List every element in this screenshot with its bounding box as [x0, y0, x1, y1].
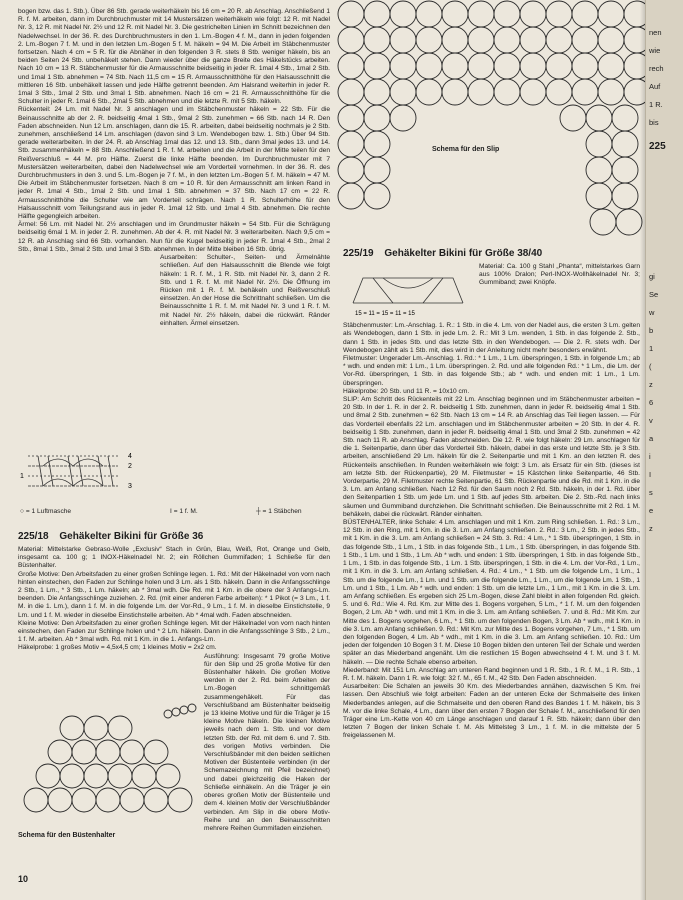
adjacent-page-text: (	[649, 362, 652, 371]
motif-circle	[598, 27, 624, 53]
paragraph: SLIP: Am Schritt des Rückenteils mit 22 Lm. Anschlag beginnen und im Stäbchenmuster arbeiten = 20 Stb. In der 1. R. in der 2. R. beidseitig 1 Stb. zunehmen, dann in jeder R. beidseitig 4mal 1 Stb. und 8mal 2 Stb. zunehmen = 62 Stb. Nach 13 cm = 14 R. ab Anschlag das Teil liegen lassen. — Für das Vorderteil ebenfalls 22 Lm. anschlagen und im Stäbchenmuster arbeiten = 20 Stb. In der 4. R. beidseitig 1 Stb. zunehmen, dann in jeder R. beidseitig 4mal 1 Stb. und 3mal 2 Stb. zunehmen = 42 Stb. nach 11 R. ab Anschlag. Faden abschneiden. Die 12. R. wie folgt häkeln: 29 Lm. anschlagen für die 1. Seitenpartie, dann über das Vorderteil Stb. häkeln, dabei in das erste und letzte Stb. je 3 Stb. arbeiten, anschließend 29 Lm. häkeln für die 2. Seitenpartie und mit 1 Km. an den letzten R. des Rückenteils anschließen. In Runden weiterhäkeln wie folgt: 3 Lm. als Ersatz für ein Stb. (dieses ist am letzte Stb. der Rückenpartie), 29 M. Filetmuster = 15 Kästchen linke Seitenpartie, 46 Stb. Vorderpartie, 29 M. Filetmuster rechte Seitenpartie, 61 Stb. Rückenpartie und die Rd. mit 1 Km. in die 3. Lm. am Anfang schließen. Nach 12 Rd. für den Saum noch 2 Rd. Stb. häkeln, in der 1. Rd. über den Seitenpartien 1 Stb. um jede Lm. und 1 Stb. auf jedes Stb. arbeiten. Die 2. Stb.-Rd. nach links säumen und Gummiband durchziehen. Die Schrittnaht schließen. Die Beinausschnitte mit 2 Rd. 1 M. behäkeln, dabei die rückwärt. Ränder einhalten.	[343, 396, 640, 518]
motif-circle	[494, 53, 520, 79]
motif-circle	[416, 1, 442, 27]
paragraph: Material: Mittelstarke Gebraso-Wolle „Exclusiv“ Stach in Grün, Blau, Weiß, Rot, Orange und Gelb, insgesamt ca. 100 g; 1 INOX-Häkelnadel Nr. 2; ein Röllchen Gummifaden; 1 Schließe für den Büstenhalter.	[18, 546, 330, 570]
motif-circle	[572, 53, 598, 79]
motif-circle	[338, 157, 364, 183]
motif-circle	[364, 131, 390, 157]
motif-circle	[416, 79, 442, 105]
legend-single: I = 1 f. M.	[170, 508, 198, 515]
motif-circle	[338, 1, 364, 27]
slip-schema-diagram	[330, 0, 645, 236]
motif-circle	[364, 27, 390, 53]
motif-circle	[416, 53, 442, 79]
motif-circle	[390, 1, 416, 27]
motif-circle	[144, 740, 168, 764]
motif-circle	[390, 79, 416, 105]
motif-circle	[84, 764, 108, 788]
single-crochet-icon: I	[170, 508, 172, 515]
article-title: Gehäkelter Bikini für Größe 38/40	[384, 248, 543, 259]
adjacent-page-text: Auf	[649, 82, 661, 91]
motif-circle	[364, 53, 390, 79]
motif-circle	[468, 53, 494, 79]
motif-circle	[586, 131, 612, 157]
chart-label: 4	[128, 453, 132, 460]
motif-circle	[520, 53, 546, 79]
motif-circle	[590, 209, 616, 235]
chart-label: 1	[20, 473, 24, 480]
paragraph: Miederband: Mit 151 Lm. Anschlag am unteren Rand beginnen und 1 R. Stb., 1 R. f. M., 1 R. Stb., 1 R. f. M. häkeln. Dann 1 R. wie folgt: 32 f. M., 65 f. M., 42 Stb. Den Faden abschneiden.	[343, 666, 640, 682]
motif-circle	[364, 183, 390, 209]
chart-label: 2	[128, 463, 132, 470]
motif-circle	[520, 27, 546, 53]
motif-circle	[108, 764, 132, 788]
motif-circle	[612, 105, 638, 131]
motif-circle	[96, 788, 120, 812]
paragraph: BÜSTENHALTER, linke Schale: 4 Lm. anschlagen und mit 1 Km. zum Ring schließen. 1. Rd.: 3 Lm., 12 Stb. in den Ring, mit 1 Km. in die 3. Lm. am Anfang schließen. 2. Rd.: 3 Lm., 2 Stb. in jedes Stb., mit 1 Km. in die 3. Lm. am Anfang schließen = 24 Stb. 3. Rd.: 4 Lm., * 1 Stb. überspringen, 1 Stb. in das folgende Stb., 1 Lm., 1 Stb. in das folgende Stb., 1 Lm., 1 Stb. überspringen, in das folgende Stb. 1 Stb., 1 Lm. und 1 Stb., 1 Lm. Ab * wdh. und enden: 1 Stb. überspringen, 1 Stb. in das folgende Stb., 1 Lm., 1 Stb. in das folgende Stb., 1 Lm. 1 Stb. überspringen, 1 Stb. in die 4. Lm. der Vor-Rd., 1 Lm., mit 1 Km. in die 3. Lm. am Anfang schließen. 4. Rd.: 4 Lm., * 1 Stb. um die folgende Lm., 1 Lm., 1 Stb. um die folgende Lm., 1 Lm. und 1 Stb. um die folgende Lm., 1 Lm., um die folgende Lm. 1 Stb., 1 Lm. und 1 Stb., 1 Lm. Ab * wdh. und enden: 1 Stb. um die letzte Lm., 1 Lm., mit 1 Km. in die 3. Lm. am Anfang schließen. Es ergeben sich 25 Lm.-Bogen, diese Zahl bleibt in allen folgenden Rd. gleich. 5. und 6. Rd.: Wie 4. Rd. Km. zur Mitte des 1. Bogens vorgehen, 5 Lm., * 1 f. M. um den folgenden Bogen, 2 Lm. Ab * wdh. und mit 1 Km. in die 3. Lm. am Anfang schließen. 7. und 8. Rd.: Mit Km. zur Mitte des 1. Bogens vorgehen, 6 Lm., * 1 Stb. um den folgenden Bogen, 3 Lm. Ab * wdh., mit 1 Km. in die 3. Lm. am Anfang schließen. 9. Rd.: Mit Km. zur Mitte des 1. Bogens vorgehen, 7 Lm., * 1 Stb. um den folgenden Bogen, 4 Lm. Ab * wdh., mit 1 Km. in die 3. Lm. am Anfang schließen. 10. Rd.: Um jeden der folgenden 10 Bogen 3 f. M. Diese 10 Bogen bilden den unteren Teil der Schale und werden später an das Miederband angenäht. Um die restlichen 15 Bogen abwechselnd 4 f. M. und 3 f. M. häkeln. — Die rechte Schale ebenso arbeiten.	[343, 519, 640, 666]
paragraph: Große Motive: Den Arbeitsfaden zu einer großen Schlinge legen. 1. Rd.: Mit der Häkelnadel von vorn nach hinten einstechen, den Faden zur Schlinge holen und 3 Lm. als 1 Stb. häkeln. Dann in die Anfangsschlinge 2 Stb., 1 Lm., * 3 Stb., 1 Lm. häkeln; ab * 3mal wdh. Die Rd. mit 1 Km. in die obere der 3 Anfangs-Lm. beenden. Die Anfangsschlinge zuziehen. 2. Rd. (mit einer anderen Farbe arbeiten): * 1 Pikot (= 3 Lm., 1 f. M. in die 1. Lm.), dann 1 f. M. in die folgende Lm. der Vor-Rd., 9 Lm., 1 f. M. in dieselbe Einstichstelle, 9 Lm. und 1 f. M. wieder in dieselbe Einstichstelle arbeiten. Ab * 4mal wdh. Faden abschneiden.	[18, 570, 330, 619]
motif-circle	[338, 183, 364, 209]
adjacent-page-text: nen	[649, 28, 662, 37]
motif-circle	[560, 105, 586, 131]
motif-circle	[586, 157, 612, 183]
article-number: 225/19	[343, 248, 374, 259]
adjacent-page-text: bis	[649, 118, 659, 127]
adjacent-page-text: gi	[649, 272, 655, 281]
motif-circle	[442, 53, 468, 79]
motif-circle	[468, 27, 494, 53]
motif-circle	[144, 788, 168, 812]
adjacent-page-text: v	[649, 416, 653, 425]
double-crochet-icon: ┼	[256, 508, 261, 515]
adjacent-page-text: rech	[649, 64, 664, 73]
adjacent-page-text: b	[649, 326, 654, 335]
motif-circle	[120, 788, 144, 812]
paragraph: Ausführung: Insgesamt 79 große Motive für den Slip und 25 große Motive für den Büstenhalter häkeln. Die großen Motive werden in der 2. Rd. beim Arbeiten der Lm.-Bogen schnittgemäß zusammengehäkelt. Für das Verschlußband am Büstenhalter beidseitig je 13 kleine Motive und für die Träger je 15 kleine Motive häkeln. Die kleinen Motive jeweils nach dem 1. Stb. und vor dem letzten Stb. der Rd. mit dem 6. und 7. Stb. des vorigen Motivs verbinden. Die Verschlußbänder mit den beiden seitlichen Motiven der Büstenteile verbinden (in der Schemazeichnung mit Pfeil bezeichnet) und dabei gleichzeitig die Haken der Schließe einhäkeln. An die Träger je ein oberes großen Motiv der Büstenteile und dem 4. kleinen Motiv der Verschlußbänder verbinden. Am Slip in die obere Motiv-Reihe und an den Beinausschnitten mehrere Reihen Gummifaden einziehen.	[204, 652, 330, 832]
motif-circle	[612, 157, 638, 183]
article-heading	[343, 247, 640, 260]
motif-circle	[338, 27, 364, 53]
motif-circle	[442, 1, 468, 27]
paragraph: Rückenteil: 24 Lm. mit Nadel Nr. 3 anschlagen und im Stäbchenmuster häkeln = 22 Stb. Für die Beinausschnitte ab der 2. R. beidseitig 4mal 1 Stb., 9mal 2 Stb. zunehmen = 66 Stb. nach 14 R. Den Faden abschneiden. Nun 12 Lm. anschlagen, dann die 15. R. arbeiten, dabei beidseitig nochmals je 2 Stb. zunehmen, anschließend 14 Lm. anschlagen (davon sind 3 Lm. Wendebogen bzw. 1. Stb.) Über 94 Stb. gerade weiterarbeiten. In der 24. R. ab Anschlag 1mal das 12. und 13. Stb., dann 3mal jedes 13. und 14. Stb. zusammenhäkeln = 88 Stb. Anschließend 1 R. f. M. arbeiten und die Arbeit in der Mitte teilen für den Reißverschluß = 44 M. pro Hälfte. Zuerst die linke Hälfte beenden. Im Durchbruchmuster mit 7 Mustersätzen weiterarbeiten, dabei den Nadelwechsel wie am Vorderteil vornehmen. In der 36. R. des Durchbruchmusters in den 3. und 5. Lm.-Bogen je 7 f. M., in den letzten Lm.-Bogen 5 f. M. häkeln = 47 M. Die Arbeit im Stäbchenmuster fortsetzen. Nach 8 cm = 10 R. für den Armausschnitt am linken Rand in jeder R. 1mal 4 Stb., 1mal 2 Stb. und 1mal 1 Stb. abnehmen = 37 Stb. Nach 17 cm = 22 R. Armausschnitthöhe die Schulter wie am Vorderteil schrägen. Nach 1 R. Schulterhöhe für den Halsausschnitt vom Teilungsrand aus in jeder R. 1mal 12 Stb. und 1mal 4 Stb. abnehmen. Die rechte Hälfte gegengleich arbeiten.	[18, 106, 330, 221]
motif-circle	[72, 740, 96, 764]
adjacent-page-text: 6	[649, 398, 654, 407]
motif-circle	[586, 105, 612, 131]
motif-circle	[338, 53, 364, 79]
article-number: 225/18	[18, 531, 49, 542]
slip-schema-caption: Schema für den Slip	[432, 146, 500, 153]
paragraph: Ausarbeiten: Die Schalen an jeweils 30 Km. des Miederbandes annähen, dazwischen 5 Km. frei lassen. Den Abschluß wie folgt arbeiten: Faden an der unteren Ecke der Schmalseite des linken Miederbandes anlegen, auf die Schmalseite und den oberen Rand des Bandes 1 f. M. häkeln, bis 3 M. vor die linke Schale, 4 Lm., dann über den ersten 7 Bogen der Schale f. M., anschließend für den Träger eine Lm.-Kette von 40 cm Länge anschlagen und darauf 1 R. Stb. häkeln; dann über den letzten 7 Bogen der linken Schale f. M. Als Mittelsteg 3 Lm., 1 f. M. in die mittelste der 5 freigelassenen M.	[343, 683, 640, 740]
motif-circle	[164, 710, 172, 718]
motif-circle	[168, 788, 192, 812]
adjacent-page-text: w	[649, 308, 655, 317]
motif-circle	[520, 1, 546, 27]
motif-circle	[494, 27, 520, 53]
motif-circle	[598, 53, 624, 79]
motif-circle	[572, 79, 598, 105]
diagram-measure-label: 15 = 11 = 15 = 11 = 15	[355, 311, 415, 317]
motif-circle	[416, 27, 442, 53]
motif-circle	[72, 788, 96, 812]
adjacent-page-text: i	[649, 452, 651, 461]
adjacent-page-text: 1 R.	[649, 100, 663, 109]
adjacent-page-edge	[645, 0, 683, 900]
motif-circle	[364, 1, 390, 27]
instructions-continued	[18, 8, 330, 328]
bra-schema-caption: Schema für den Büstenhalter	[18, 832, 116, 839]
paragraph: Stäbchenmuster: Lm.-Anschlag. 1. R.: 1 Stb. in die 4. Lm. von der Nadel aus, die ersten 3 Lm. gelten als Wendebogen, dann 1 Stb. in jede Lm. 2. R.: Mit 3 Lm. wenden, 1 Stb. in das folgende 2. Stb., dann 1 Stb. in jedes Stb. und das letzte Stb. in den Wendebogen. — Die 2. R. stets wdh. Der Wendebogen zählt als 1 Stb. mit, dies wird in der Anleitung nicht mehr besonders erwähnt.	[343, 322, 640, 354]
paragraph: bogen bzw. das 1. Stb.). Über 86 Stb. gerade weiterhäkeln bis 16 cm = 20 R. ab Anschlag. Anschließend 1 R. f. M. arbeiten, dann im Durchbruchmuster mit 14 Mustersätzen weiterhäkeln wie folgt: 12 R. mit Nadel Nr. 3, 12 R. mit Nadel Nr. 2½ und 12 R. mit Nadel Nr. 3. Die gestrichelten Linien im Schnitt bezeichnen den Nadelwechsel. In der 36. R. des Durchbruchmusters in den 1. Lm.-Bogen 4 f. M., dann in jeden folgenden 2. Lm.-Bogen 7 f. M. und in den letzten Lm.-Bogen 5 f. M. häkeln = 94 M. Die Arbeit im Stäbchenmuster fortsetzen. Nach 4 cm = 5 R. für die Abnäher in den folgenden 3 R. stets 8 Stb. weniger häkeln, bis an beiden Seiten 24 Stb. unbehäkelt stehen. Dann wieder über die ganze Breite des Häkelstücks arbeiten. Nach 10 cm = 13 R. Stäbchenmuster für die Armausschnitte beidseitig in jeder R. 1mal 4 Stb., 1mal 2 Stb. und 1mal 1 Stb. abnehmen = 74 Stb. Nach 11,5 cm = 15 R. Armausschnitthöhe für den Halsausschnitt die mittleren 16 Stb. unbehäkelt lassen und jede Hälfte getrennt beenden. Am Halsrand weiterhin in jeder R. 1mal 3 Stb., 1mal 2 Stb. und 3mal 1 Stb. abnehmen. Nach 16 cm = 21 R. Armausschnitthöhe für die Schulter in jeder R. 1mal 6 Stb., 2mal 5 Stb. abnehmen und die letzte R. mit 5 Stb. häkeln.	[18, 8, 330, 106]
adjacent-page-text: a	[649, 434, 654, 443]
motif-circle	[60, 716, 84, 740]
motif-circle	[442, 27, 468, 53]
motif-circle	[24, 788, 48, 812]
motif-circle	[364, 105, 390, 131]
motif-circle	[96, 740, 120, 764]
paragraph: Häkelprobe: 1 großes Motiv = 4,5x4,5 cm; 1 kleines Motiv = 2x2 cm.	[18, 644, 217, 652]
article-title: Gehäkelter Bikini für Größe 36	[59, 531, 204, 542]
motif-circle	[468, 79, 494, 105]
motif-circle	[48, 788, 72, 812]
adjacent-page-text: z	[649, 524, 653, 533]
adjacent-page-text: e	[649, 506, 654, 515]
motif-circle	[572, 1, 598, 27]
page-number: 10	[18, 874, 29, 884]
motif-circle	[546, 27, 572, 53]
adjacent-page-text: wie	[649, 46, 661, 55]
motif-circle	[338, 131, 364, 157]
motif-circle	[598, 79, 624, 105]
motif-circle	[48, 740, 72, 764]
legend-double: ┼ = 1 Stäbchen	[256, 508, 302, 515]
motif-circle	[494, 1, 520, 27]
paragraph: Filetmuster: Ungerader Lm.-Anschlag. 1. Rd.: * 1 Lm., 1 Lm. überspringen, 1 Stb. in folgende Lm.; ab * wdh. und enden mit: 1 Lm., 1 Lm. überspringen. 2. Rd. und alle folgenden Rd.: * 1 Lm., die Lm. der Vor-Rd. überspringen, 1 Stb. in das folgende Stb.; ab * wdh. und enden mit: 1 Lm., 1 Lm. überspringen.	[343, 355, 640, 387]
motif-circle	[520, 79, 546, 105]
motif-circle	[188, 704, 196, 712]
motif-circle	[84, 716, 108, 740]
motif-circle	[546, 1, 572, 27]
motif-circle	[586, 183, 612, 209]
bra-schema-diagram	[18, 700, 198, 828]
motif-circle	[598, 1, 624, 27]
motif-circle	[572, 27, 598, 53]
paragraph: Ärmel: 56 Lm. mit Nadel Nr. 2½ anschlagen und im Grundmuster häkeln = 54 Stb. Für die Schrägung beidseitig 6mal 1 M. in jeder 2. R. zunehmen. Ab der 4. R. mit Nadel Nr. 3 weiterarbeiten. Nach 9,5 cm = 12 R. ab Anschlag sind 66 Stb. vorhanden. Nun für die Kugel beidseitig in jeder R. 1mal 4 Stb., 2mal 2 Stb., 8mal 1 Stb., 3mal 2 Stb. und 1mal 3 Stb. abnehmen. In der Mitte bleiben 16 Stb. übrig.	[18, 221, 330, 253]
article-225-19	[343, 245, 640, 741]
motif-circle	[364, 79, 390, 105]
motif-circle	[156, 764, 180, 788]
motif-circle	[442, 79, 468, 105]
motif-circle	[390, 105, 416, 131]
paragraph: Häkelprobe: 20 Stb. und 11 R. = 10x10 cm.	[343, 387, 470, 395]
motif-circle	[172, 708, 180, 716]
motif-circle	[180, 706, 188, 714]
motif-circle	[60, 764, 84, 788]
motif-circle	[132, 764, 156, 788]
material-paragraph: Material: Ca. 100 g Stahl „Phanta“, mittelstarkes Garn aus 100% Dralon; Perl-INOX-Wollhäkelnadel Nr. 3; Gummiband; zwei Knöpfe.	[479, 263, 640, 287]
adjacent-page-text: Se	[649, 290, 659, 299]
motif-circle	[338, 105, 364, 131]
motif-circle	[612, 131, 638, 157]
motif-circle	[468, 1, 494, 27]
motif-circle	[364, 157, 390, 183]
adjacent-page-text: 1	[649, 344, 654, 353]
motif-circle	[120, 740, 144, 764]
motif-circle	[108, 716, 132, 740]
article-heading	[18, 530, 330, 543]
motif-circle	[612, 183, 638, 209]
chart-label: 3	[128, 483, 132, 490]
adjacent-page-text: s	[649, 488, 653, 497]
motif-circle	[616, 209, 642, 235]
motif-circle	[36, 764, 60, 788]
adjacent-page-text: 225	[649, 141, 666, 152]
paragraph: Ausarbeiten: Schulter-, Seiten- und Ärmelnähte schließen. Auf den Halsausschnitt die Blende wie folgt häkeln: 1 R. f. M., 1 R. Stb. mit Nadel Nr. 3, dann 2 R. Stb. und 1 R. f. M. mit Nadel Nr. 2½. Die Öffnung im Rücken mit 1 R. f. M. behäkeln und Reißverschluß einsetzen. An der Hose die Schrittnaht schließen. Um die Beinausschnitte 1 R. f. M. mit Nadel Nr. 3 und 1 R. f. M. mit Nadel Nr. 2½ häkeln, dabei die rückwärt. Ränder einhalten. Ärmel einsetzen.	[160, 254, 330, 327]
legend-chain: ○ = 1 Luftmasche	[20, 508, 72, 515]
motif-circle	[494, 79, 520, 105]
adjacent-page-text: I	[649, 470, 652, 479]
bikini-diagram	[343, 263, 473, 322]
chain-symbol-icon: ○	[20, 508, 24, 515]
motif-circle	[338, 79, 364, 105]
adjacent-page-text: z	[649, 380, 653, 389]
motif-circle	[546, 53, 572, 79]
motif-circle	[546, 79, 572, 105]
stitch-chart	[18, 448, 148, 498]
motif-circle	[390, 53, 416, 79]
paragraph: Kleine Motive: Den Arbeitsfaden zu einer großen Schlinge legen. Mit der Häkelnadel von vorn nach hinten einstechen, den Faden zur Schlinge holen und * 2 Lm. häkeln. Dann in die Anfangsschlinge 3 Stb., 2 Lm., 1 f. M. arbeiten. Ab * 3mal wdh. Rd. mit 1 Km. in die 1. Anfangs-Lm.	[18, 619, 330, 644]
motif-circle	[390, 27, 416, 53]
